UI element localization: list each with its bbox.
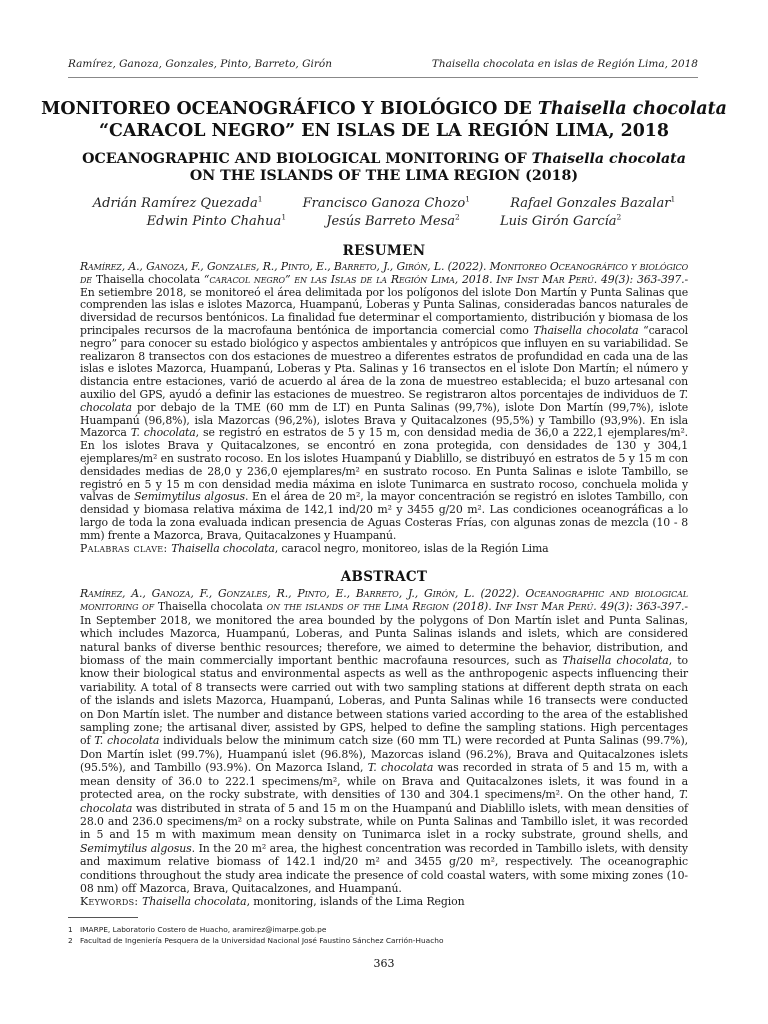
title-english-line2: ON THE ISLANDS OF THE LIMA REGION (2018) [189,168,579,184]
running-head-title [432,58,698,70]
author-affiliation: 2 [455,212,460,222]
author-affiliation: 1 [257,194,263,204]
title-english-line1 [40,151,728,168]
footnotes [68,925,708,946]
species-name: Semimytilus algosus [134,490,245,504]
running-head-species: Thaisella chocolata [431,58,535,70]
abstract-paragraph [80,587,688,895]
title-spanish-species: Thaisella chocolata [537,99,727,119]
species-name: Thaisella chocolata [562,654,669,668]
header-divider [68,77,698,78]
author-name: Rafael Gonzales Bazalar [510,196,671,211]
author-name: Luis Girón García [499,214,617,229]
species-name: T. chocolata [94,734,160,748]
author [93,196,263,211]
page-number: 363 [373,957,395,970]
author-name: Adrián Ramírez Quezada [92,196,258,211]
resumen-keywords [80,543,688,556]
footnote [68,925,708,936]
keywords-list: , caracol negro, monitoreo, islas de la Región Lima [274,541,549,555]
abstract-text: . In the 20 m² area, the highest concentration was recorded in Tambillo islets, with density and maximum relative biomass of 142.1 ind/20 m² and 3455 g/20 m², respectively. The oceanographic conditions throughout the study area indicate the presence of cold coastal waters, with some mixing zones (10-08 nm) off Mazorca, Brava, Quitacalzones, and Huampanú. [80,841,688,895]
footnote-text: IMARPE, Laboratorio Costero de Huacho, aramirez@imarpe.gob.pe [80,925,327,934]
author-row-1 [60,196,708,214]
running-head-authors: Ramírez, Ganoza, Gonzales, Pinto, Barreto, Girón [68,58,332,70]
author-affiliation: 1 [670,194,676,204]
author-row-2 [60,214,708,232]
running-head [68,58,698,72]
footnote-divider [68,917,138,918]
abstract-citation-species: Thaisella chocolata [157,600,263,614]
resumen-citation [80,260,688,286]
author-affiliation: 1 [465,194,471,204]
species-name: Semimytilus algosus [80,841,192,855]
abstract-body [80,587,688,909]
running-head-title-rest: en islas de Región Lima, 2018 [534,58,698,70]
keywords-list: , monitoring, islands of the Lima Region [246,895,465,909]
title-spanish [40,98,728,142]
abstract-citation-text: Ramírez, A., Ganoza, F., Gonzales, R., Pinto, E., Barreto, J., Girón, L. (2022). Oceanographic and biological monitoring of [80,587,688,614]
author [303,196,470,211]
keywords-species: Thaisella chocolata [142,895,247,909]
resumen-body [80,261,688,555]
resumen-citation-text: Ramírez, A., Ganoza, F., Gonzales, R., Pinto, E., Barreto, J., Girón, L. (2022). Monitoreo Oceanográfico y biológico de [80,260,688,286]
resumen-citation-species: Thaisella chocolata [95,272,201,286]
resumen-text: - En setiembre 2018, se monitoreó el área delimitada por los polígonos del islote Don Martín y Punta Salinas que comprenden las islas e islotes Mazorca, Huampanú, Loberas y Punta Salinas, consideradas bancos naturales de diversidad de recursos bentónicos. La finalidad fue determinar el comportamiento, distribución y biomasa de los principales recursos de la macrofauna bentónica de importancia comercial como [80,272,688,337]
resumen-text: “caracol negro” para conocer su estado biológico y aspectos ambientales y antrópicos que influyen en su variabilidad. Se realizaron 8 transectos con dos estaciones de muestreo a diferentes estratos de profundidad en cada una de las islas e islotes Mazorca, Huampanú, Loberas y Pta. Salinas y 16 transectos en el islote Don Martín; el número y distancia entre estaciones, varió de acuerdo al área de la zona de muestreo establecida; el buzo artesanal con auxilio del GPS, ayudó a definir las estaciones de muestreo. Se registraron altos porcentajes de individuos de [80,323,688,401]
author-affiliation: 1 [281,212,287,222]
abstract-text: was recorded in strata of 5 and 15 m, with a mean density of 36.0 to 222.1 specimens/m², while on Brava and Quitacalzones islets, it was found in a protected area, on the rocky substrate, with densities of 130 and 304.1 specimens/m². On the other hand, [80,761,688,802]
author [510,196,675,211]
author-name: Jesús Barreto Mesa [326,214,456,229]
author-name: Francisco Ganoza Chozo [302,196,466,211]
title-english [40,151,728,185]
author-list [60,196,708,232]
author [147,214,286,229]
author [326,214,460,229]
species-name: T. chocolata [80,788,688,815]
footnote-text: Facultad de Ingeniería Pesquera de la Universidad Nacional José Faustino Sánchez Carrión-Huacho [80,935,444,945]
keywords-label: Keywords: [80,895,143,909]
title-english-species: Thaisella chocolata [531,151,686,167]
author-affiliation: 2 [616,212,622,222]
title-spanish-line1 [40,98,728,120]
abstract-text: - In September 2018, we monitored the area bounded by the polygons of Don Martín islet and Punta Salinas, which includes Mazorca, Huampanú, Loberas, and Punta Salinas islands and islets, which are considered natural banks of diverse benthic resources; therefore, we aimed to determine the behavior, distribution, and biomass of the main commercially important benthic macrofauna resources, such as [80,600,689,668]
abstract-citation-source: on the islands of the Lima Region (2018). Inf Inst Mar Perú. 49(3): 363-397. [262,600,685,614]
abstract-heading: ABSTRACT [340,569,428,585]
footnote-number: 2 [68,935,73,945]
resumen-text: por debajo de la TME (60 mm de LT) en Punta Salinas (99,7%), islote Don Martín (99,7%), islote Huampanú (96,8%), isla Mazorcas (96,2%), islotes Brava y Quitacalzones (95,5%) y Tambillo (93,9%). En isla Mazorca [80,400,688,440]
resumen-paragraph [80,261,688,543]
keywords-species: Thaisella chocolata [171,541,275,555]
abstract-text: individuals below the minimum catch size (60 mm TL) were recorded at Punta Salinas (99.7%), Don Martín islet (99.7%), Huampanú islet (96.8%), Mazorcas island (96.2%), Brava and Quitacalzones islets (95.5%), and Tambillo (93.9%). On Mazorca Island, [80,734,688,775]
abstract-citation [80,587,688,613]
resumen-text: . En el área de 20 m², la mayor concentración se registró en islotes Tambillo, con densidad y biomasa relativa máxima de 142,1 ind/20 m² y 3455 g/20 m². Las condiciones oceanográficas a lo largo de toda la zona evaluada indican presencia de Aguas Costeras Frías, con algunas zonas de mezcla (10 - 8 mm) frente a Mazorca, Brava, Quitacalzones y Huampanú. [80,490,688,542]
abstract-text: , to know their biological status and environmental aspects as well as the anthropogenic aspects influencing their variability. A total of 8 transects were carried out with two sampling stations at different depth strata on each of the islands and islets Mazorca, Huampanú, Loberas, and Punta Salinas while 16 transects were conducted on Don Martín islet. The number and distance between stations varied according to the area of the established sampling zone; the artisanal diver, assisted by GPS, helped to define the sampling stations. High percentages of [80,654,688,748]
title-spanish-prefix: MONITOREO OCEANOGRÁFICO Y BIOLÓGICO DE [41,99,538,119]
species-name: T. chocolata [367,761,434,775]
abstract-keywords [80,895,688,908]
title-spanish-line2: “CARACOL NEGRO” EN ISLAS DE LA REGIÓN LIMA, 2018 [98,121,670,141]
species-name: Thaisella chocolata [533,323,639,337]
abstract-text: was distributed in strata of 5 and 15 m on the Huampanú and Diablillo islets, with mean densities of 28.0 and 236.0 specimens/m² on a rocky substrate, while on Punta Salinas and Tambillo islet, it was recorded in 5 and 15 m with maximum mean density on Tunimarca islet in a rocky substrate, ground shells, and [80,801,688,842]
footnote [68,936,708,947]
resumen-citation-source: “caracol negro” en las Islas de la Región Lima, 2018. Inf Inst Mar Perú. 49(3): 363-397. [200,272,685,286]
author [500,214,621,229]
resumen-heading: RESUMEN [342,243,426,259]
resumen-text: , se registró en estratos de 5 y 15 m, con densidad media de 36,0 a 222,1 ejemplares/m². En los islotes Brava y Quitacalzones, se encontró en zona protegida, con densidades de 130 y 304,1 ejemplares/m² en sustrato rocoso. En los islotes Huampanú y Diablillo, se distribuyó en estratos de 5 y 15 m con densidades medias de 28,0 y 236,0 ejemplares/m² en sustrato rocoso. En Punta Salinas e islote Tambillo, se registró en 5 y 15 m con densidad media máxima en islote Tunimarca en sustrato rocoso, conchuela molida y valvas de [80,426,688,504]
species-name: T. chocolata [130,426,196,440]
footnote-number: 1 [68,925,73,934]
species-name: T. chocolata [80,387,688,414]
author-name: Edwin Pinto Chahua [146,214,282,229]
keywords-label: Palabras clave: [80,541,172,555]
title-english-prefix: OCEANOGRAPHIC AND BIOLOGICAL MONITORING OF [82,151,532,167]
